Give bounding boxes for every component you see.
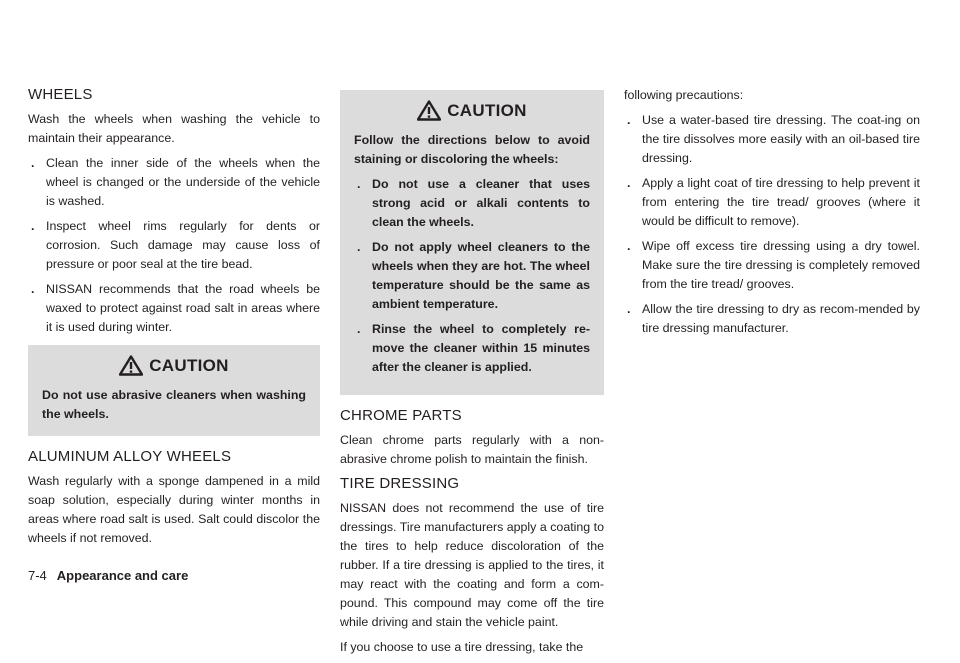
tire-heading: TIRE DRESSING [340, 475, 460, 492]
precautions-bullet-list [624, 111, 920, 338]
caution-label: CAUTION [149, 355, 229, 375]
caution-text: Do not use abrasive cleaners when washing the wheels. [42, 388, 306, 421]
bullet-dot: . [357, 177, 361, 191]
page-footer [28, 568, 188, 583]
caution-box-wheels [28, 345, 320, 436]
chrome-heading: CHROME PARTS [340, 407, 462, 424]
list-item-text: Allow the tire dressing to dry as recom-mended by tire dressing manufacturer. [642, 302, 920, 335]
bullet-dot: . [31, 219, 35, 233]
list-item [28, 280, 320, 337]
list-item [624, 111, 920, 168]
bullet-dot: . [627, 113, 631, 127]
list-item [28, 154, 320, 211]
tire-text: NISSAN does not recommend the use of tire dressings. Tire manufacturers apply a coating to the tires to help reduce discoloration of the rubber. If a tire dressing is applied to the tires, it may react with the coating and form a com-pound. This compound may come off the tire while driving and stain the vehicle paint. [340, 501, 604, 629]
caution-title [354, 100, 590, 121]
bullet-dot: . [357, 322, 361, 336]
column-right [624, 86, 920, 344]
tire-text-continued: If you choose to use a tire dressing, take the [340, 640, 584, 654]
wheels-intro: Wash the wheels when washing the vehicle to maintain their appearance. [28, 112, 320, 145]
list-item-text: Do not apply wheel cleaners to the wheels when they are hot. The wheel temperature should be the same as ambient temperature. [372, 240, 590, 311]
caution-intro: Follow the directions below to avoid staining or discoloring the wheels: [354, 133, 590, 166]
page-number: 7-4 [28, 568, 47, 583]
list-item [28, 217, 320, 274]
alloy-text: Wash regularly with a sponge dampened in a mild soap solution, especially during winter months in areas where road salt is used. Salt could discolor the wheels if not removed. [28, 474, 320, 545]
list-item [354, 238, 590, 314]
list-item-text: Clean the inner side of the wheels when the wheel is changed or the underside of the vehicle is washed. [46, 156, 320, 208]
list-item-text: Use a water-based tire dressing. The coat-ing on the tire dissolves more easily with an oil-based tire dressing. [642, 113, 920, 165]
bullet-dot: . [627, 302, 631, 316]
caution-title [42, 355, 306, 376]
list-item [624, 300, 920, 338]
column-middle [340, 84, 604, 663]
list-item-text: NISSAN recommends that the road wheels be waxed to protect against road salt in areas where it is used during winter. [46, 282, 320, 334]
list-item-text: Wipe off excess tire dressing using a dry towel. Make sure the tire dressing is completely removed from the tire tread/ grooves. [642, 239, 920, 291]
caution-label: CAUTION [447, 100, 527, 120]
list-item [354, 320, 590, 377]
column-left [28, 86, 320, 554]
list-item-text: Do not use a cleaner that uses strong acid or alkali contents to clean the wheels. [372, 177, 590, 229]
list-item [354, 175, 590, 232]
list-item-text: Rinse the wheel to completely re-move the cleaner within 15 minutes after the cleaner is applied. [372, 322, 590, 374]
bullet-dot: . [627, 239, 631, 253]
bullet-dot: . [31, 282, 35, 296]
caution-bullet-list [354, 175, 590, 377]
wheels-heading: WHEELS [28, 86, 93, 103]
wheels-bullet-list [28, 154, 320, 337]
chrome-text: Clean chrome parts regularly with a non-abrasive chrome polish to maintain the finish. [340, 433, 604, 466]
continuation-text: following precautions: [624, 88, 744, 102]
bullet-dot: . [627, 176, 631, 190]
bullet-dot: . [31, 156, 35, 170]
alloy-heading: ALUMINUM ALLOY WHEELS [28, 448, 232, 465]
list-item-text: Apply a light coat of tire dressing to help prevent it from entering the tire tread/ grooves (where it would be difficult to remove). [642, 176, 920, 228]
list-item [624, 174, 920, 231]
warning-triangle-icon [119, 355, 143, 376]
list-item [624, 237, 920, 294]
bullet-dot: . [357, 240, 361, 254]
section-name: Appearance and care [56, 568, 189, 583]
warning-triangle-icon [417, 100, 441, 121]
caution-box-cleaners [340, 90, 604, 395]
list-item-text: Inspect wheel rims regularly for dents or corrosion. Such damage may cause loss of pressure or poor seal at the tire bead. [46, 219, 320, 271]
